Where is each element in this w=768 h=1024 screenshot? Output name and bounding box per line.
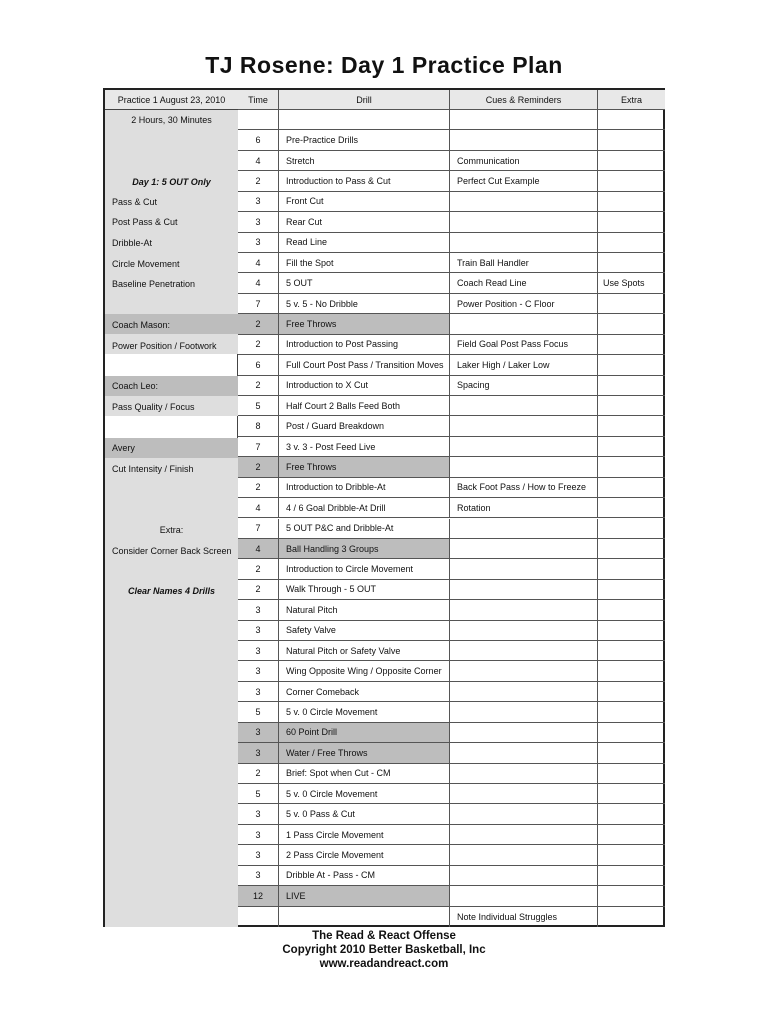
cues-cell [450, 457, 598, 476]
drill-cell: Full Court Post Pass / Transition Moves [279, 355, 450, 374]
drill-cell: Introduction to Post Passing [279, 335, 450, 354]
footer [0, 929, 768, 971]
time-cell: 5 [238, 396, 279, 415]
cues-cell [450, 845, 598, 864]
cues-cell: Laker High / Laker Low [450, 355, 598, 374]
drill-cell [279, 110, 450, 129]
extra-cell [598, 294, 665, 313]
time-cell: 3 [238, 621, 279, 640]
extra-cell [598, 845, 665, 864]
cues-cell [450, 641, 598, 660]
time-cell: 3 [238, 845, 279, 864]
drill-cell: Introduction to Dribble-At [279, 478, 450, 497]
cues-cell [450, 192, 598, 211]
drill-cell: Ball Handling 3 Groups [279, 539, 450, 558]
extra-cell [598, 396, 665, 415]
extra-cell [598, 641, 665, 660]
time-cell: 4 [238, 498, 279, 517]
table-row [238, 233, 665, 253]
cues-cell [450, 212, 598, 231]
coach1-focus: Power Position / Footwork [112, 341, 217, 351]
time-cell: 7 [238, 437, 279, 456]
header-row [238, 90, 665, 110]
drill-cell: 3 v. 3 - Post Feed Live [279, 437, 450, 456]
time-cell [238, 110, 279, 129]
drill-cell: 5 OUT P&C and Dribble-At [279, 519, 450, 538]
time-cell: 3 [238, 641, 279, 660]
cues-cell: Communication [450, 151, 598, 170]
cues-cell: Back Foot Pass / How to Freeze [450, 478, 598, 497]
table-row [238, 171, 665, 191]
coach2-name: Coach Leo: [112, 381, 159, 391]
table-row [238, 335, 665, 355]
drill-cell: Corner Comeback [279, 682, 450, 701]
drill-cell: 5 OUT [279, 273, 450, 292]
table-row [238, 437, 665, 457]
cues-cell [450, 130, 598, 149]
time-cell: 7 [238, 294, 279, 313]
table-row [238, 130, 665, 150]
cues-header: Cues & Reminders [450, 90, 598, 109]
cues-cell: Perfect Cut Example [450, 171, 598, 190]
drill-cell: Water / Free Throws [279, 743, 450, 762]
drill-cell: 4 / 6 Goal Dribble-At Drill [279, 498, 450, 517]
extra-cell [598, 784, 665, 803]
drill-cell: 5 v. 0 Circle Movement [279, 702, 450, 721]
drill-cell: Rear Cut [279, 212, 450, 231]
drill-cell: Natural Pitch [279, 600, 450, 619]
cues-cell [450, 416, 598, 435]
cues-cell [450, 866, 598, 885]
time-cell: 3 [238, 825, 279, 844]
table-row [238, 151, 665, 171]
time-cell: 2 [238, 376, 279, 395]
footer-url: www.readandreact.com [319, 958, 449, 970]
time-cell: 7 [238, 519, 279, 538]
drill-cell: Front Cut [279, 192, 450, 211]
cues-cell: Train Ball Handler [450, 253, 598, 272]
table-row [238, 314, 665, 334]
extra-label: Extra: [159, 525, 184, 535]
cues-cell [450, 559, 598, 578]
drill-cell: Half Court 2 Balls Feed Both [279, 396, 450, 415]
drill-cell: Natural Pitch or Safety Valve [279, 641, 450, 660]
extra-cell [598, 866, 665, 885]
coach1-name: Coach Mason: [112, 320, 171, 330]
extra-note: Consider Corner Back Screen [112, 546, 232, 556]
cues-cell [450, 682, 598, 701]
table-row [238, 825, 665, 845]
extra-cell [598, 682, 665, 701]
time-cell: 4 [238, 151, 279, 170]
cues-cell: Power Position - C Floor [450, 294, 598, 313]
focus-item: Dribble-At [112, 238, 153, 248]
extra-cell [598, 804, 665, 823]
cues-cell [450, 621, 598, 640]
time-cell: 3 [238, 743, 279, 762]
drill-cell: Brief: Spot when Cut - CM [279, 764, 450, 783]
time-cell [238, 907, 279, 927]
table-row [238, 478, 665, 498]
cues-cell: Note Individual Struggles [450, 907, 598, 927]
time-cell: 5 [238, 784, 279, 803]
cues-cell [450, 110, 598, 129]
drill-cell: Safety Valve [279, 621, 450, 640]
time-cell: 3 [238, 723, 279, 742]
table-row [238, 110, 665, 130]
drill-cell: Post / Guard Breakdown [279, 416, 450, 435]
extra-cell [598, 253, 665, 272]
extra-cell [598, 580, 665, 599]
table-row [238, 539, 665, 559]
table-row [238, 192, 665, 212]
cues-cell [450, 661, 598, 680]
extra-cell [598, 600, 665, 619]
drill-cell: LIVE [279, 886, 450, 905]
drill-cell: Read Line [279, 233, 450, 252]
footer-title: The Read & React Offense [312, 930, 456, 942]
drill-cell: 5 v. 0 Circle Movement [279, 784, 450, 803]
extra-cell [598, 498, 665, 517]
table-row [238, 600, 665, 620]
cues-cell: Coach Read Line [450, 273, 598, 292]
cues-cell [450, 723, 598, 742]
time-header: Time [238, 90, 279, 109]
cues-cell [450, 804, 598, 823]
drill-cell: Introduction to Circle Movement [279, 559, 450, 578]
drill-cell: 5 v. 5 - No Dribble [279, 294, 450, 313]
drill-header: Drill [279, 90, 450, 109]
extra-cell [598, 416, 665, 435]
time-cell: 2 [238, 478, 279, 497]
table-row [238, 519, 665, 539]
drill-cell: Pre-Practice Drills [279, 130, 450, 149]
extra-cell [598, 110, 665, 129]
extra-cell [598, 233, 665, 252]
extra-header: Extra [620, 94, 642, 105]
drill-cell: 5 v. 0 Pass & Cut [279, 804, 450, 823]
table-row [238, 764, 665, 784]
table-row [238, 376, 665, 396]
table-row [238, 743, 665, 763]
time-cell: 4 [238, 273, 279, 292]
table-row [238, 294, 665, 314]
day-label: Day 1: 5 OUT Only [132, 177, 211, 187]
cues-cell [450, 396, 598, 415]
time-cell: 2 [238, 559, 279, 578]
cues-cell [450, 886, 598, 905]
drill-cell: Free Throws [279, 314, 450, 333]
cues-cell [450, 539, 598, 558]
practice-header: Practice 1 August 23, 2010 [105, 90, 238, 110]
time-cell: 3 [238, 233, 279, 252]
table-row [238, 784, 665, 804]
time-cell: 6 [238, 130, 279, 149]
cues-cell [450, 702, 598, 721]
extra-cell [598, 457, 665, 476]
focus-item: Circle Movement [112, 259, 180, 269]
focus-item: Baseline Penetration [112, 279, 196, 289]
extra-cell [598, 723, 665, 742]
time-cell: 3 [238, 866, 279, 885]
table-row [238, 845, 665, 865]
sidebar-column [105, 90, 238, 925]
time-cell: 2 [238, 171, 279, 190]
player-name: Avery [112, 443, 135, 453]
drill-cell [279, 907, 450, 927]
extra-cell [598, 171, 665, 190]
table-row [238, 580, 665, 600]
extra-cell [598, 621, 665, 640]
extra-cell [598, 130, 665, 149]
time-cell: 3 [238, 804, 279, 823]
time-cell: 2 [238, 764, 279, 783]
extra-cell [598, 376, 665, 395]
duration-label: 2 Hours, 30 Minutes [131, 115, 212, 125]
cues-cell [450, 314, 598, 333]
time-cell: 2 [238, 335, 279, 354]
drill-cell: Introduction to X Cut [279, 376, 450, 395]
focus-item: Pass & Cut [112, 197, 158, 207]
table-row [238, 253, 665, 273]
table-row [238, 661, 665, 681]
drill-cell: 2 Pass Circle Movement [279, 845, 450, 864]
drill-cell: Introduction to Pass & Cut [279, 171, 450, 190]
extra-cell [598, 192, 665, 211]
drill-cell: 60 Point Drill [279, 723, 450, 742]
drill-cell: Wing Opposite Wing / Opposite Corner [279, 661, 450, 680]
table-row [238, 886, 665, 906]
drill-cell: 1 Pass Circle Movement [279, 825, 450, 844]
table-row [238, 355, 665, 375]
footer-copyright: Copyright 2010 Better Basketball, Inc [282, 944, 486, 956]
cues-cell [450, 437, 598, 456]
table-row [238, 498, 665, 518]
time-cell: 8 [238, 416, 279, 435]
time-cell: 3 [238, 600, 279, 619]
extra-cell [598, 355, 665, 374]
time-cell: 2 [238, 457, 279, 476]
drill-cell: Fill the Spot [279, 253, 450, 272]
extra-cell [598, 886, 665, 905]
extra-cell [598, 478, 665, 497]
extra-cell [598, 335, 665, 354]
coach2-focus: Pass Quality / Focus [112, 402, 195, 412]
time-cell: 2 [238, 314, 279, 333]
table-row [238, 866, 665, 886]
time-cell: 3 [238, 192, 279, 211]
time-cell: 3 [238, 212, 279, 231]
time-cell: 6 [238, 355, 279, 374]
table-row [238, 273, 665, 293]
extra-cell [598, 559, 665, 578]
extra-cell [598, 661, 665, 680]
page-title: TJ Rosene: Day 1 Practice Plan [205, 52, 563, 78]
drill-cell: Free Throws [279, 457, 450, 476]
player-focus: Cut Intensity / Finish [112, 464, 194, 474]
cues-cell [450, 825, 598, 844]
table-row [238, 702, 665, 722]
extra-cell [598, 907, 665, 927]
time-cell: 2 [238, 580, 279, 599]
table-row [238, 416, 665, 436]
table-row [238, 723, 665, 743]
table-row [238, 682, 665, 702]
table-row [238, 907, 665, 927]
extra-cell [598, 764, 665, 783]
cues-cell [450, 600, 598, 619]
table-row [238, 641, 665, 661]
cues-cell [450, 743, 598, 762]
time-cell: 12 [238, 886, 279, 905]
cues-cell: Rotation [450, 498, 598, 517]
drill-cell: Walk Through - 5 OUT [279, 580, 450, 599]
practice-plan-table [103, 88, 665, 927]
focus-item: Post Pass & Cut [112, 217, 178, 227]
extra-cell [598, 314, 665, 333]
extra-cell [598, 539, 665, 558]
extra-cell [598, 825, 665, 844]
cues-cell [450, 233, 598, 252]
extra-cell [598, 519, 665, 538]
cues-cell [450, 580, 598, 599]
extra-cell [598, 702, 665, 721]
extra-cell [598, 212, 665, 231]
table-row [238, 212, 665, 232]
cues-cell: Field Goal Post Pass Focus [450, 335, 598, 354]
cues-cell [450, 784, 598, 803]
table-row [238, 804, 665, 824]
time-cell: 5 [238, 702, 279, 721]
extra-cell: Use Spots [603, 278, 645, 289]
extra-cell [598, 743, 665, 762]
cues-cell [450, 764, 598, 783]
cues-cell: Spacing [450, 376, 598, 395]
time-cell: 4 [238, 539, 279, 558]
time-cell: 4 [238, 253, 279, 272]
time-cell: 3 [238, 661, 279, 680]
table-row [238, 559, 665, 579]
extra-cell [598, 437, 665, 456]
table-row [238, 621, 665, 641]
clear-names-note: Clear Names 4 Drills [127, 586, 216, 596]
table-row [238, 457, 665, 477]
drill-cell: Dribble At - Pass - CM [279, 866, 450, 885]
extra-cell [598, 151, 665, 170]
drill-cell: Stretch [279, 151, 450, 170]
cues-cell [450, 519, 598, 538]
table-row [238, 396, 665, 416]
time-cell: 3 [238, 682, 279, 701]
